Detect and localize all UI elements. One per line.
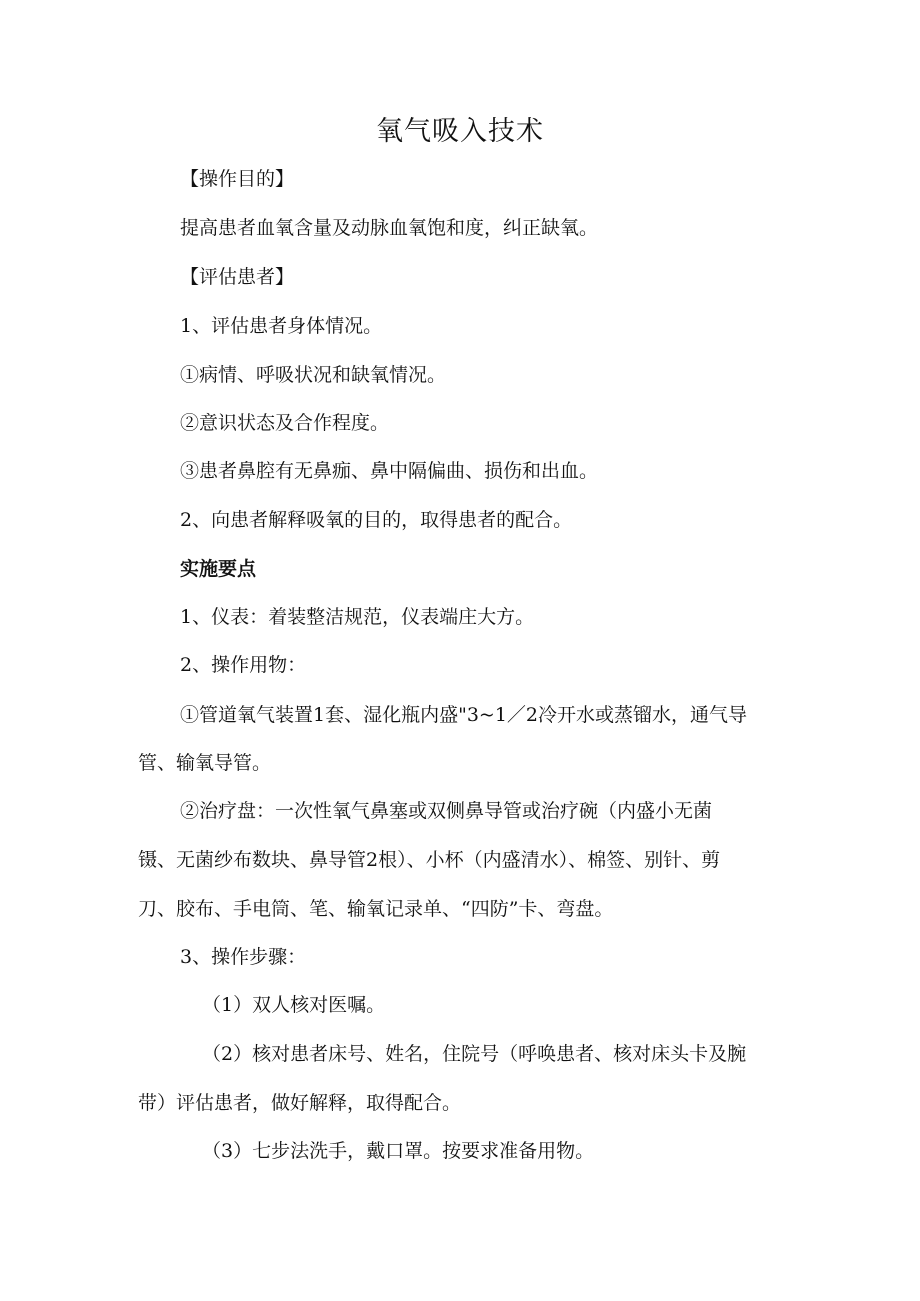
list-item-step-1: （1）双人核对医嘱。: [202, 994, 386, 1016]
list-item-step-2-line2: 带）评估患者，做好解释，取得配合。: [138, 1092, 462, 1114]
list-item-impl-2a-line1: ①管道氧气装置1套、湿化瓶内盛"3~1／2冷开水或蒸镏水，通气导: [180, 704, 748, 726]
list-item-assess-2: 2、向患者解释吸氧的目的，取得患者的配合。: [180, 509, 573, 531]
list-item-impl-2b-line1: ②治疗盘：一次性氧气鼻塞或双侧鼻导管或治疗碗（内盛小无菌: [180, 800, 713, 822]
list-item-impl-2a-line2: 管、输氧导管。: [138, 752, 272, 774]
list-item-assess-1b: ②意识状态及合作程度。: [180, 412, 390, 434]
heading-assessment: 【评估患者】: [180, 266, 295, 288]
list-item-impl-2b-line2: 镊、无菌纱布数块、鼻导管2根）、小杯（内盛清水）、棉签、别针、剪: [138, 849, 721, 871]
list-item-impl-3: 3、操作步骤：: [180, 946, 307, 968]
list-item-assess-1: 1、评估患者身体情况。: [180, 315, 383, 337]
heading-purpose: 【操作目的】: [180, 168, 295, 190]
heading-implementation: 实施要点: [180, 558, 257, 580]
list-item-assess-1a: ①病情、呼吸状况和缺氧情况。: [180, 364, 447, 386]
list-item-impl-2: 2、操作用物：: [180, 654, 307, 676]
document-title: 氧气吸入技术: [376, 116, 544, 147]
list-item-assess-1c: ③患者鼻腔有无鼻痂、鼻中隔偏曲、损伤和出血。: [180, 460, 599, 482]
paragraph-purpose: 提高患者血氧含量及动脉血氧饱和度，纠正缺氧。: [180, 217, 599, 239]
list-item-impl-1: 1、仪表：着装整洁规范，仪表端庄大方。: [180, 606, 535, 628]
list-item-impl-2b-line3: 刀、胶布、手电筒、笔、输氧记录单、“四防”卡、弯盘。: [138, 898, 614, 920]
list-item-step-3: （3）七步法洗手，戴口罩。按要求准备用物。: [202, 1140, 595, 1162]
list-item-step-2-line1: （2）核对患者床号、姓名，住院号（呼唤患者、核对床头卡及腕: [202, 1043, 747, 1065]
